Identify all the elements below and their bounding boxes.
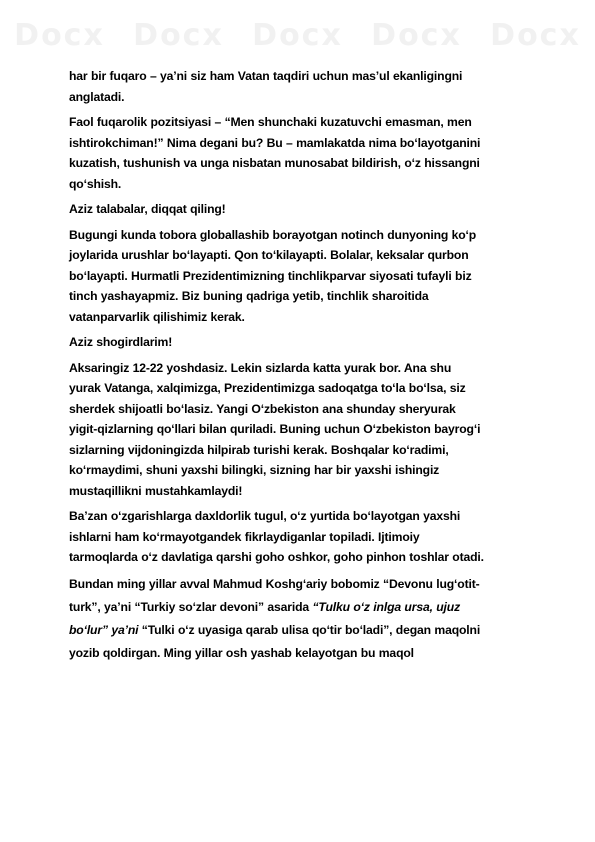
italic-quote: bo‘lur” ya’ni [69, 622, 139, 637]
document-page [69, 66, 535, 670]
text-run: yozib qoldirgan. Ming yillar osh yashab kelayotgan bu maqol [69, 645, 414, 660]
watermark-text: Docx [133, 18, 224, 53]
paragraph-with-quote [69, 573, 535, 665]
paragraph [69, 66, 535, 107]
watermark-text: Docx [252, 18, 343, 53]
paragraph [69, 112, 535, 194]
text-run: “Tulki o‘z uyasiga qarab ulisa qo‘tir bo‘ladi”, degan maqolni [138, 622, 481, 637]
text-line: mustaqillikni mustahkamlaydi! [69, 483, 243, 498]
watermark [0, 18, 595, 58]
text-line: tinch yashayapmiz. Biz buning qadriga yetib, tinchlik sharoitida [69, 289, 429, 303]
text-line: ko‘rmaydimi, shuni yaxshi bilingki, sizning har bir yaxshi ishingiz [69, 463, 440, 477]
text-line: anglatadi. [69, 89, 125, 104]
text-line: Aziz talabalar, diqqat qiling! [69, 202, 226, 216]
text-line: kuzatish, tushunish va unga nisbatan munosabat bildirish, o‘z hissangni [69, 156, 480, 170]
text-line: yurak Vatanga, xalqimizga, Prezidentimizga sadoqatga to‘la bo‘lsa, siz [69, 381, 466, 395]
text-line: joylarida urushlar bo‘layapti. Qon to‘kilayapti. Bolalar, keksalar qurbon [69, 248, 469, 262]
text-line: Aksaringiz 12-22 yoshdasiz. Lekin sizlarda katta yurak bor. Ana shu [69, 360, 452, 375]
paragraph [69, 358, 535, 502]
text-line: bo‘layapti. Hurmatli Prezidentimizning tinchlikparvar siyosati tufayli biz [69, 268, 472, 283]
text-line [69, 573, 535, 596]
text-line [69, 619, 535, 642]
text-line: sizlarning vijdoningizda hilpirab turishi kerak. Boshqalar ko‘radimi, [69, 442, 449, 457]
text-line [69, 596, 535, 619]
text-line: tarmoqlarda o‘z davlatiga qarshi goho oshkor, goho pinhon toshlar otadi. [69, 550, 484, 564]
text-line: Faol fuqarolik pozitsiyasi – “Men shunchaki kuzatuvchi emasman, men [69, 115, 472, 129]
paragraph [69, 506, 535, 568]
watermark-text: Docx [371, 18, 462, 53]
text-line: yigit-qizlarning qo‘llari bilan quriladi. Buning uchun O‘zbekiston bayrog‘i [69, 422, 481, 436]
text-line: Aziz shogirdlarim! [69, 335, 173, 349]
text-run: turk”, ya’ni “Turkiy so‘zlar devoni” asarida [69, 599, 313, 614]
text-line: har bir fuqaro – ya’ni siz ham Vatan taqdiri uchun mas’ul ekanligingni [69, 69, 463, 83]
text-line: sherdek shijoatli bo‘lasiz. Yangi O‘zbekiston ana shunday sheryurak [69, 401, 456, 416]
text-line: vatanparvarlik qilishimiz kerak. [69, 309, 245, 324]
text-line: Bugungi kunda tobora globallashib borayotgan notinch dunyoning ko‘p [69, 227, 477, 242]
watermark-text: Docx [14, 18, 105, 53]
watermark-text: Docx [490, 18, 581, 53]
text-line: ishlarni ham ko‘rmayotgandek fikrlaydiganlar topiladi. Ijtimoiy [69, 529, 420, 544]
section-heading [69, 332, 535, 353]
text-line: ishtirokchiman!” Nima degani bu? Bu – mamlakatda nima bo‘layotganini [69, 135, 481, 150]
paragraph [69, 225, 535, 328]
text-line [69, 642, 535, 665]
text-line: Ba’zan o‘zgarishlarga daxldorlik tugul, o‘z yurtida bo‘layotgan yaxshi [69, 509, 461, 523]
text-run: Bundan ming yillar avval Mahmud Koshg‘ariy bobomiz “Devonu lug‘otit- [69, 576, 480, 591]
italic-quote: “Tulku o‘z inlga ursa, ujuz [312, 599, 461, 614]
section-heading [69, 199, 535, 220]
text-line: qo‘shish. [69, 176, 122, 191]
